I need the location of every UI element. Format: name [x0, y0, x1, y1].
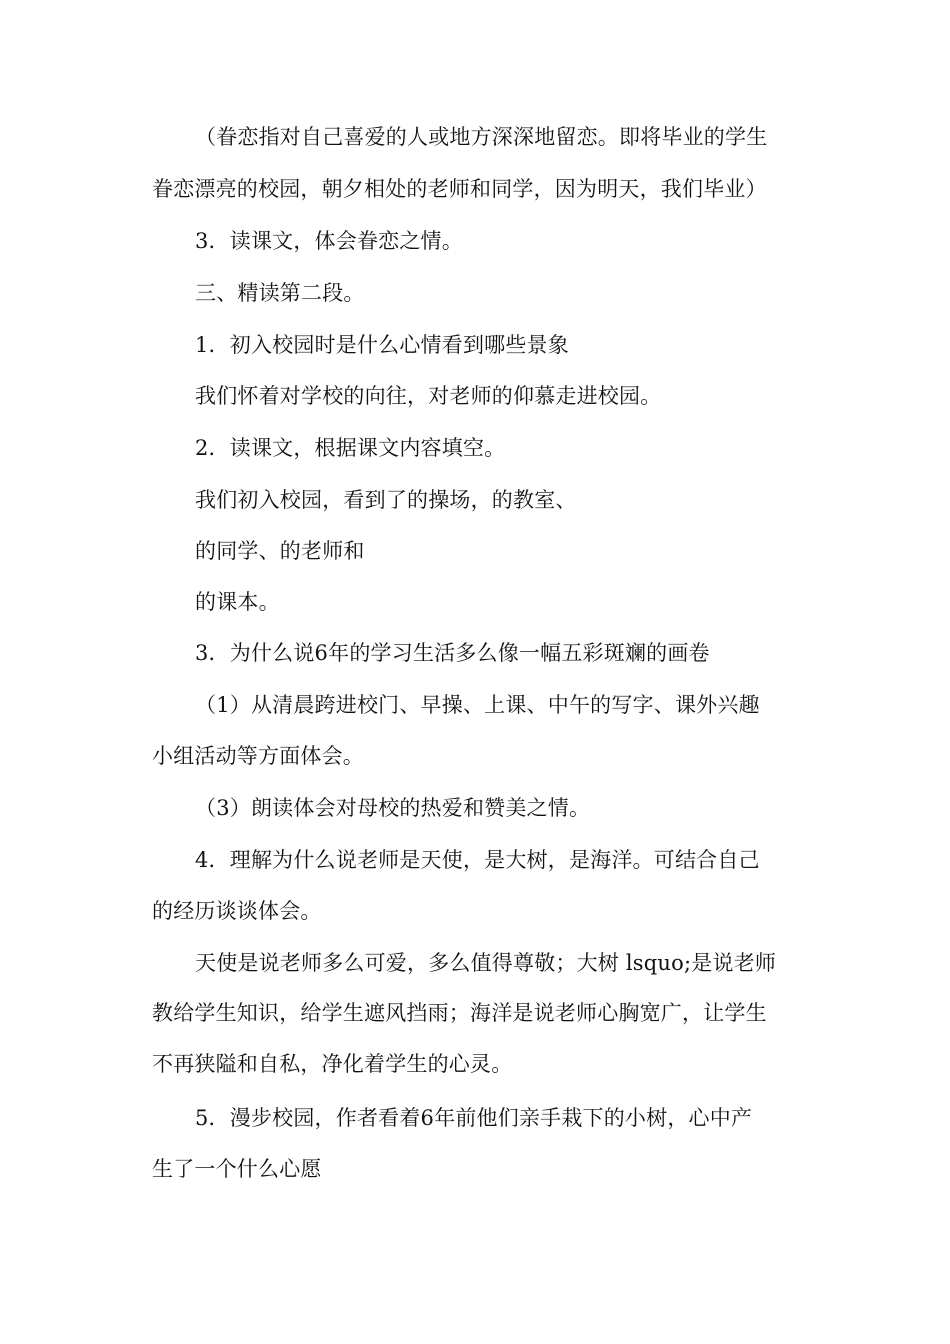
text-line: 我们初入校园，看到了的操场，的教室、	[195, 488, 577, 512]
text-line: 的课本。	[195, 590, 280, 614]
section-heading: 三、精读第二段。	[195, 281, 365, 305]
text-line: 眷恋漂亮的校园，朝夕相处的老师和同学，因为明天，我们毕业）	[152, 177, 767, 201]
text-line: 小组活动等方面体会。	[152, 744, 364, 768]
text-line: （1）从清晨跨进校门、早操、上课、中午的写字、课外兴趣	[195, 693, 760, 717]
text-line: 2．读课文，根据课文内容填空。	[195, 436, 506, 460]
text-line: 的同学、的老师和	[195, 539, 365, 563]
text-line: 5．漫步校园，作者看着6年前他们亲手栽下的小树，心中产	[195, 1106, 753, 1130]
text-line: 4．理解为什么说老师是天使，是大树，是海洋。可结合自己	[195, 848, 760, 872]
text-line: 不再狭隘和自私，净化着学生的心灵。	[152, 1052, 513, 1076]
text-line: （眷恋指对自己喜爱的人或地方深深地留恋。即将毕业的学生	[195, 125, 768, 149]
text-line: 3．读课文，体会眷恋之情。	[195, 229, 463, 253]
text-line: 3．为什么说6年的学习生活多么像一幅五彩斑斓的画卷	[195, 641, 710, 665]
text-line: 我们怀着对学校的向往，对老师的仰慕走进校园。	[195, 384, 662, 408]
text-line: （3）朗读体会对母校的热爱和赞美之情。	[195, 796, 591, 820]
text-line: 1．初入校园时是什么心情看到哪些景象	[195, 333, 569, 357]
text-line: 天使是说老师多么可爱，多么值得尊敬；大树 lsquo;是说老师	[195, 951, 777, 975]
text-line: 教给学生知识，给学生遮风挡雨；海洋是说老师心胸宽广，让学生	[152, 1001, 767, 1025]
text-line: 的经历谈谈体会。	[152, 899, 322, 923]
text-line: 生了一个什么心愿	[152, 1157, 322, 1181]
